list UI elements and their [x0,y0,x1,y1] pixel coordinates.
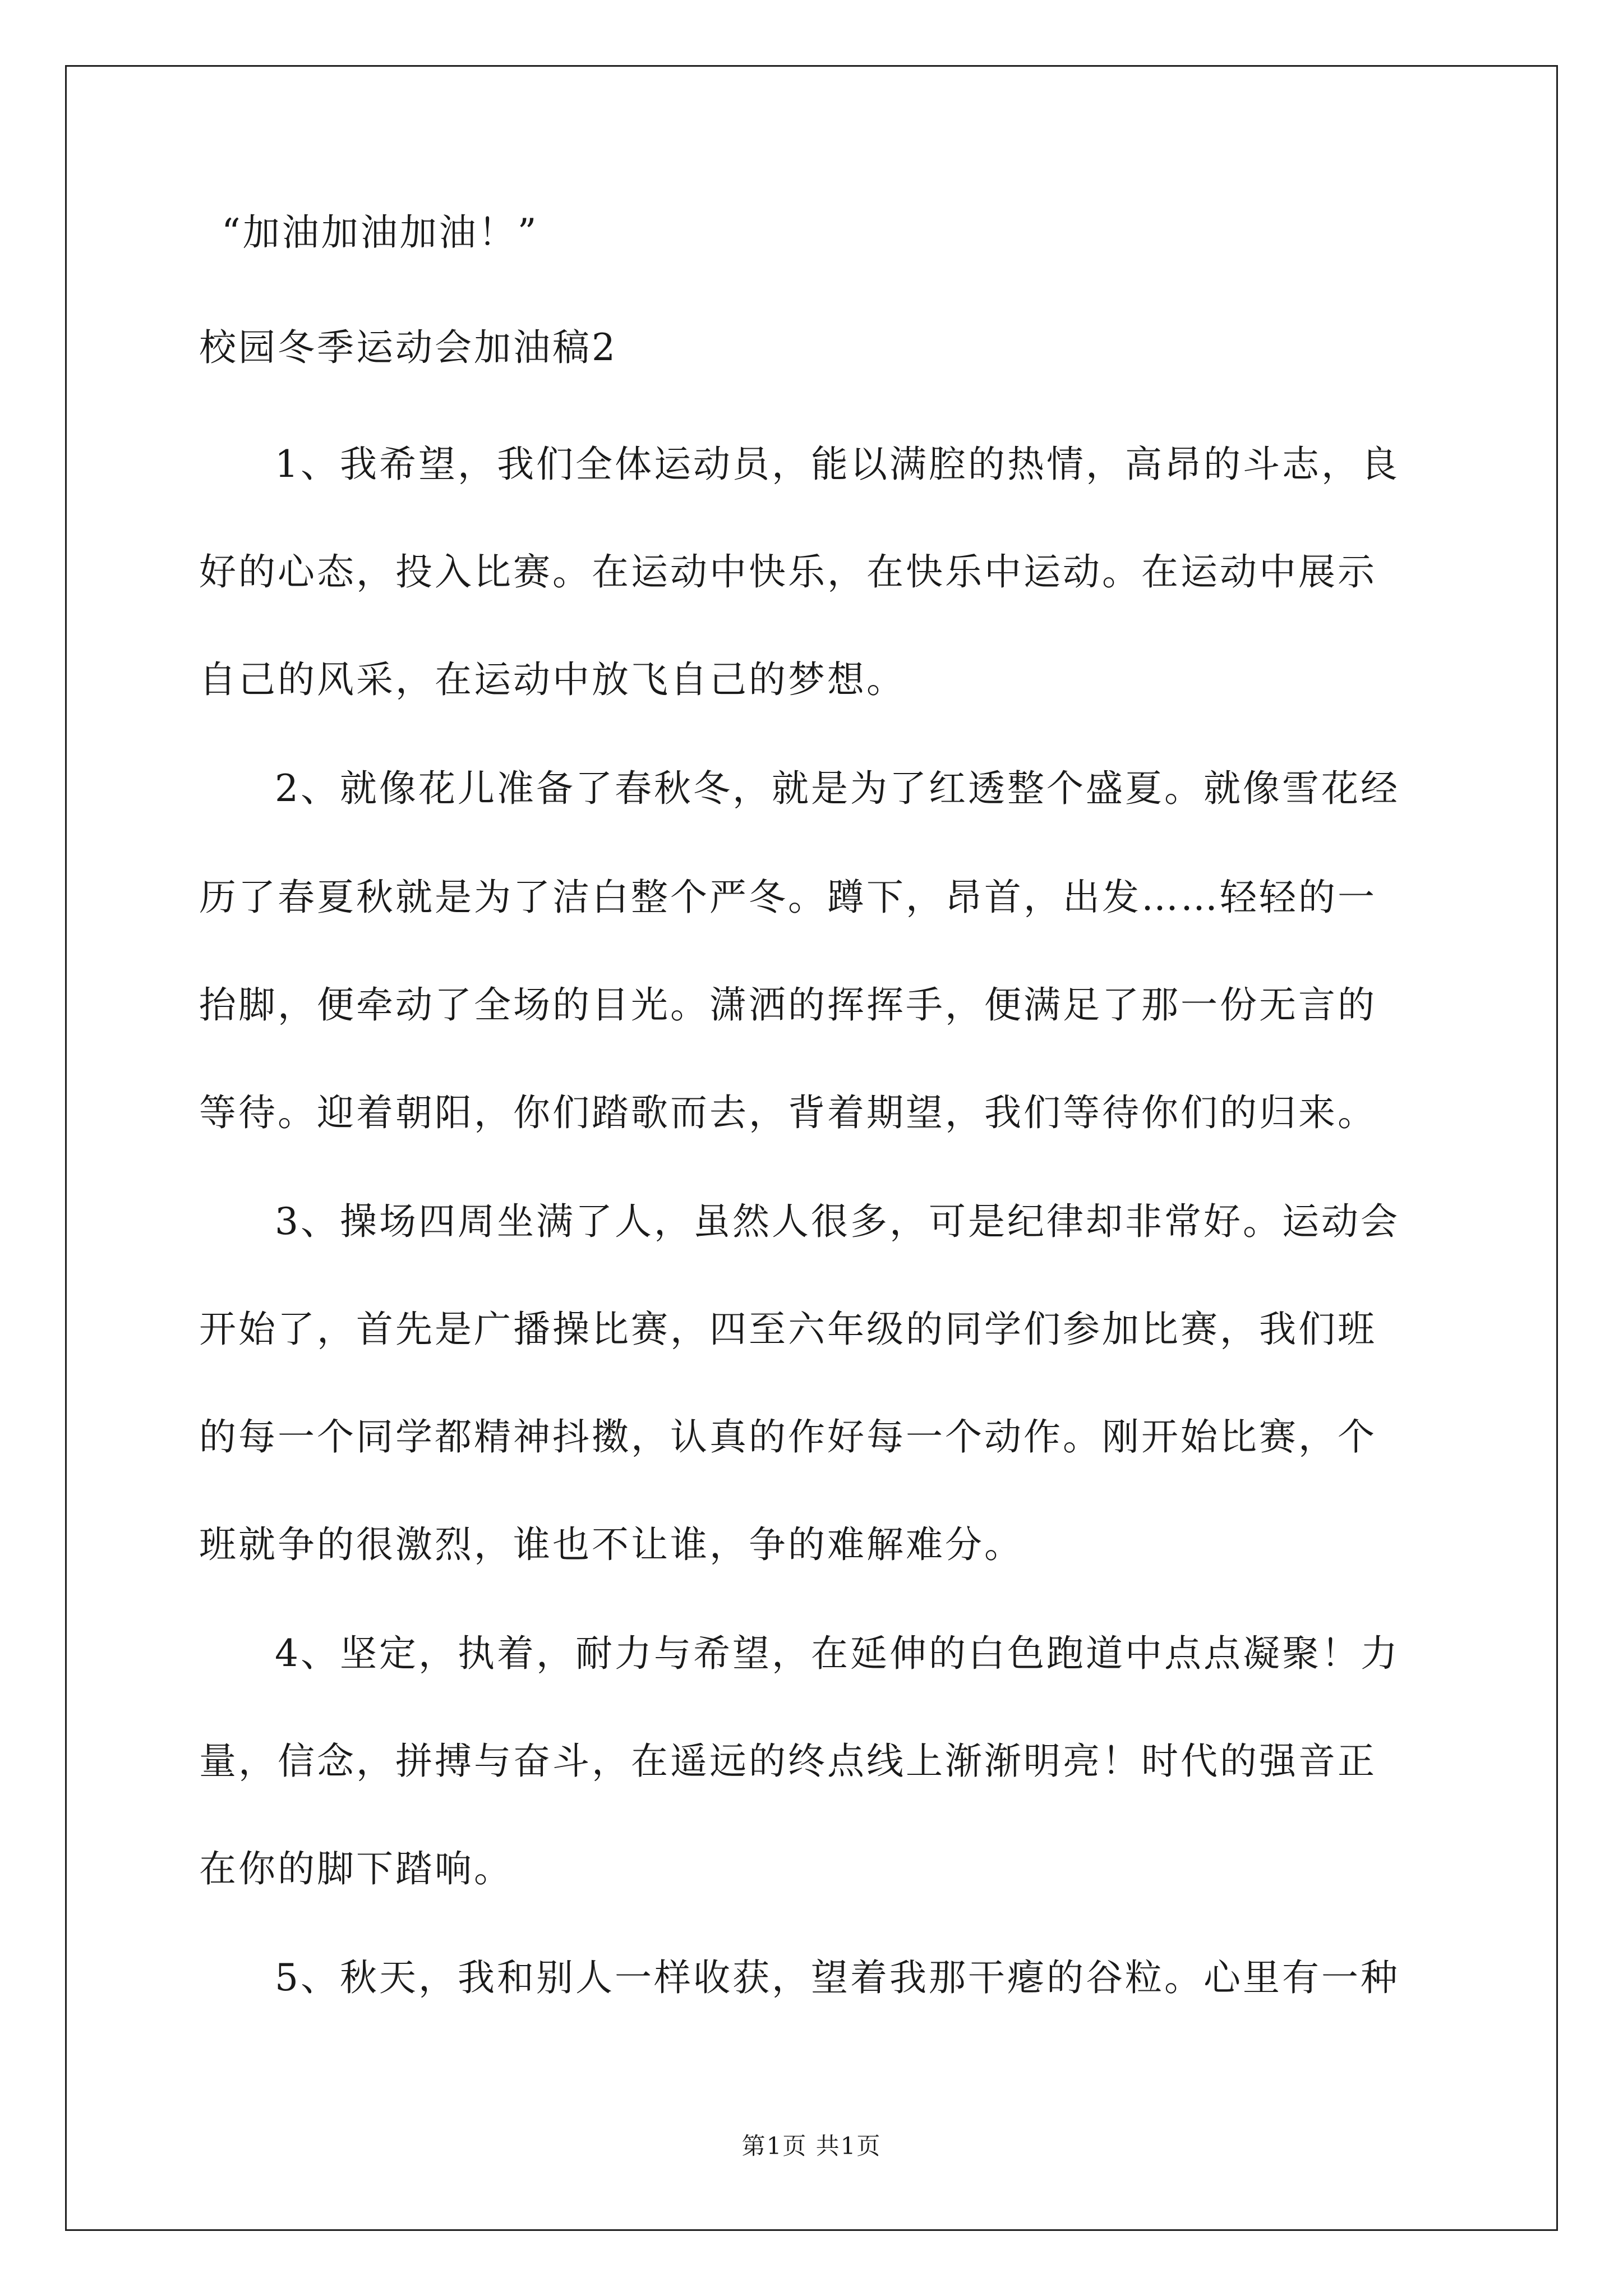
page-border [65,65,1558,2231]
paragraph-1-line-1: 1、我希望，我们全体运动员，能以满腔的热情，高昂的斗志，良 [275,443,1400,486]
paragraph-5-line-1: 5、秋天，我和别人一样收获，望着我那干瘪的谷粒。心里有一种 [275,1956,1400,1999]
section-title: 校园冬季运动会加油稿2 [199,326,617,369]
quote-line: “加油加油加油！” [222,211,539,254]
paragraph-4-line-1: 4、坚定，执着，耐力与希望，在延伸的白色跑道中点点凝聚！力 [275,1632,1400,1675]
paragraph-3-line-3: 的每一个同学都精神抖擞，认真的作好每一个动作。刚开始比赛，个 [199,1415,1377,1458]
paragraph-2-line-2: 历了春夏秋就是为了洁白整个严冬。蹲下，昂首，出发……轻轻的一 [199,876,1377,919]
paragraph-2-line-1: 2、就像花儿准备了春秋冬，就是为了红透整个盛夏。就像雪花经 [275,767,1400,810]
page-footer: 第1页 共1页 [741,2132,882,2160]
paragraph-4-line-2: 量，信念，拼搏与奋斗，在遥远的终点线上渐渐明亮！时代的强音正 [199,1740,1377,1783]
paragraph-2-line-4: 等待。迎着朝阳，你们踏歌而去，背着期望，我们等待你们的归来。 [199,1091,1377,1134]
paragraph-2-line-3: 抬脚，便牵动了全场的目光。潇洒的挥挥手，便满足了那一份无言的 [199,983,1377,1027]
paragraph-3-line-2: 开始了，首先是广播操比赛，四至六年级的同学们参加比赛，我们班 [199,1308,1377,1351]
paragraph-4-line-3: 在你的脚下踏响。 [199,1847,513,1890]
paragraph-3-line-1: 3、操场四周坐满了人，虽然人很多，可是纪律却非常好。运动会 [275,1200,1400,1243]
paragraph-1-line-3: 自己的风采，在运动中放飞自己的梦想。 [199,658,906,701]
paragraph-3-line-4: 班就争的很激烈，谁也不让谁，争的难解难分。 [199,1523,1023,1566]
paragraph-1-line-2: 好的心态，投入比赛。在运动中快乐，在快乐中运动。在运动中展示 [199,550,1377,593]
